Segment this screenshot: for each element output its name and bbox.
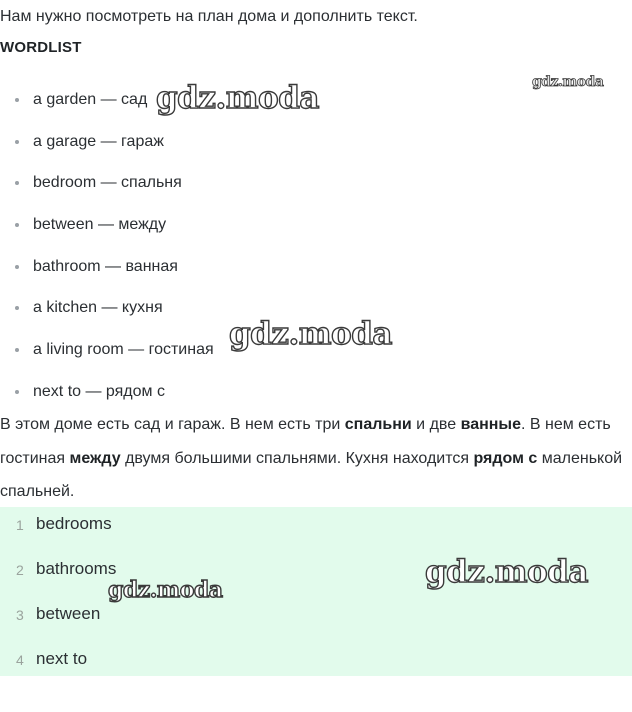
bullet-icon — [15, 98, 19, 102]
answer-text: between — [36, 604, 101, 623]
watermark-logo: gdz.moda — [108, 577, 223, 603]
bullet-icon — [15, 265, 19, 269]
wordlist-item — [0, 203, 632, 245]
wordlist-item — [0, 245, 632, 287]
wordlist-item — [0, 370, 632, 412]
answer-row — [0, 507, 632, 552]
wordlist-item-text: bathroom — ванная — [33, 257, 178, 275]
answer-number: 4 — [16, 652, 24, 668]
watermark-logo: gdz.moda — [229, 316, 392, 352]
paragraph-text: . В нем есть гостиная — [0, 416, 611, 467]
answer-number: 2 — [16, 562, 24, 578]
wordlist-item-text: a kitchen — кухня — [33, 299, 163, 317]
answer-row — [0, 642, 632, 687]
answer-text: bedrooms — [36, 514, 112, 533]
bullet-icon — [15, 306, 19, 310]
wordlist-item-text: a living room — гостиная — [33, 341, 214, 359]
bullet-icon — [15, 390, 19, 394]
bullet-icon — [15, 181, 19, 185]
wordlist-heading: WORDLIST — [0, 39, 82, 56]
answer-text: next to — [36, 649, 88, 668]
watermark-logo: gdz.moda — [425, 554, 588, 590]
paragraph-text: двумя большими спальнями. Кухня находится — [120, 449, 474, 467]
paragraph-bold: спальни — [344, 416, 412, 433]
answer-number: 1 — [16, 517, 24, 533]
wordlist-item-text: next to — рядом с — [33, 382, 165, 400]
paragraph-bold: между — [69, 449, 121, 467]
paragraph-bold: ванные — [460, 416, 521, 433]
answers-box — [0, 507, 632, 676]
wordlist-item-text: bedroom — спальня — [33, 174, 182, 192]
paragraph-text: маленькой спальней. — [0, 449, 623, 500]
wordlist-item-text: a garage — гараж — [33, 132, 164, 150]
paragraph-text: и две — [411, 416, 461, 433]
watermark-logo: gdz.moda — [156, 80, 319, 116]
answer-row — [0, 597, 632, 642]
bullet-icon — [15, 348, 19, 352]
wordlist — [0, 78, 632, 412]
paragraph-bold: рядом с — [473, 449, 538, 467]
answer-number: 3 — [16, 607, 24, 623]
paragraph-text: В этом доме есть сад и гараж. В нем есть три — [0, 416, 345, 433]
wordlist-item — [0, 161, 632, 203]
bullet-icon — [15, 223, 19, 227]
wordlist-item — [0, 120, 632, 162]
watermark-logo: gdz.moda — [532, 74, 604, 90]
wordlist-item-text: between — между — [33, 216, 167, 234]
bullet-icon — [15, 140, 19, 144]
answer-paragraph — [0, 408, 632, 509]
answer-text: bathrooms — [36, 559, 117, 578]
intro-text: Нам нужно посмотреть на план дома и дополнить текст. — [0, 8, 418, 25]
wordlist-item-text: a garden — сад — [33, 91, 148, 108]
